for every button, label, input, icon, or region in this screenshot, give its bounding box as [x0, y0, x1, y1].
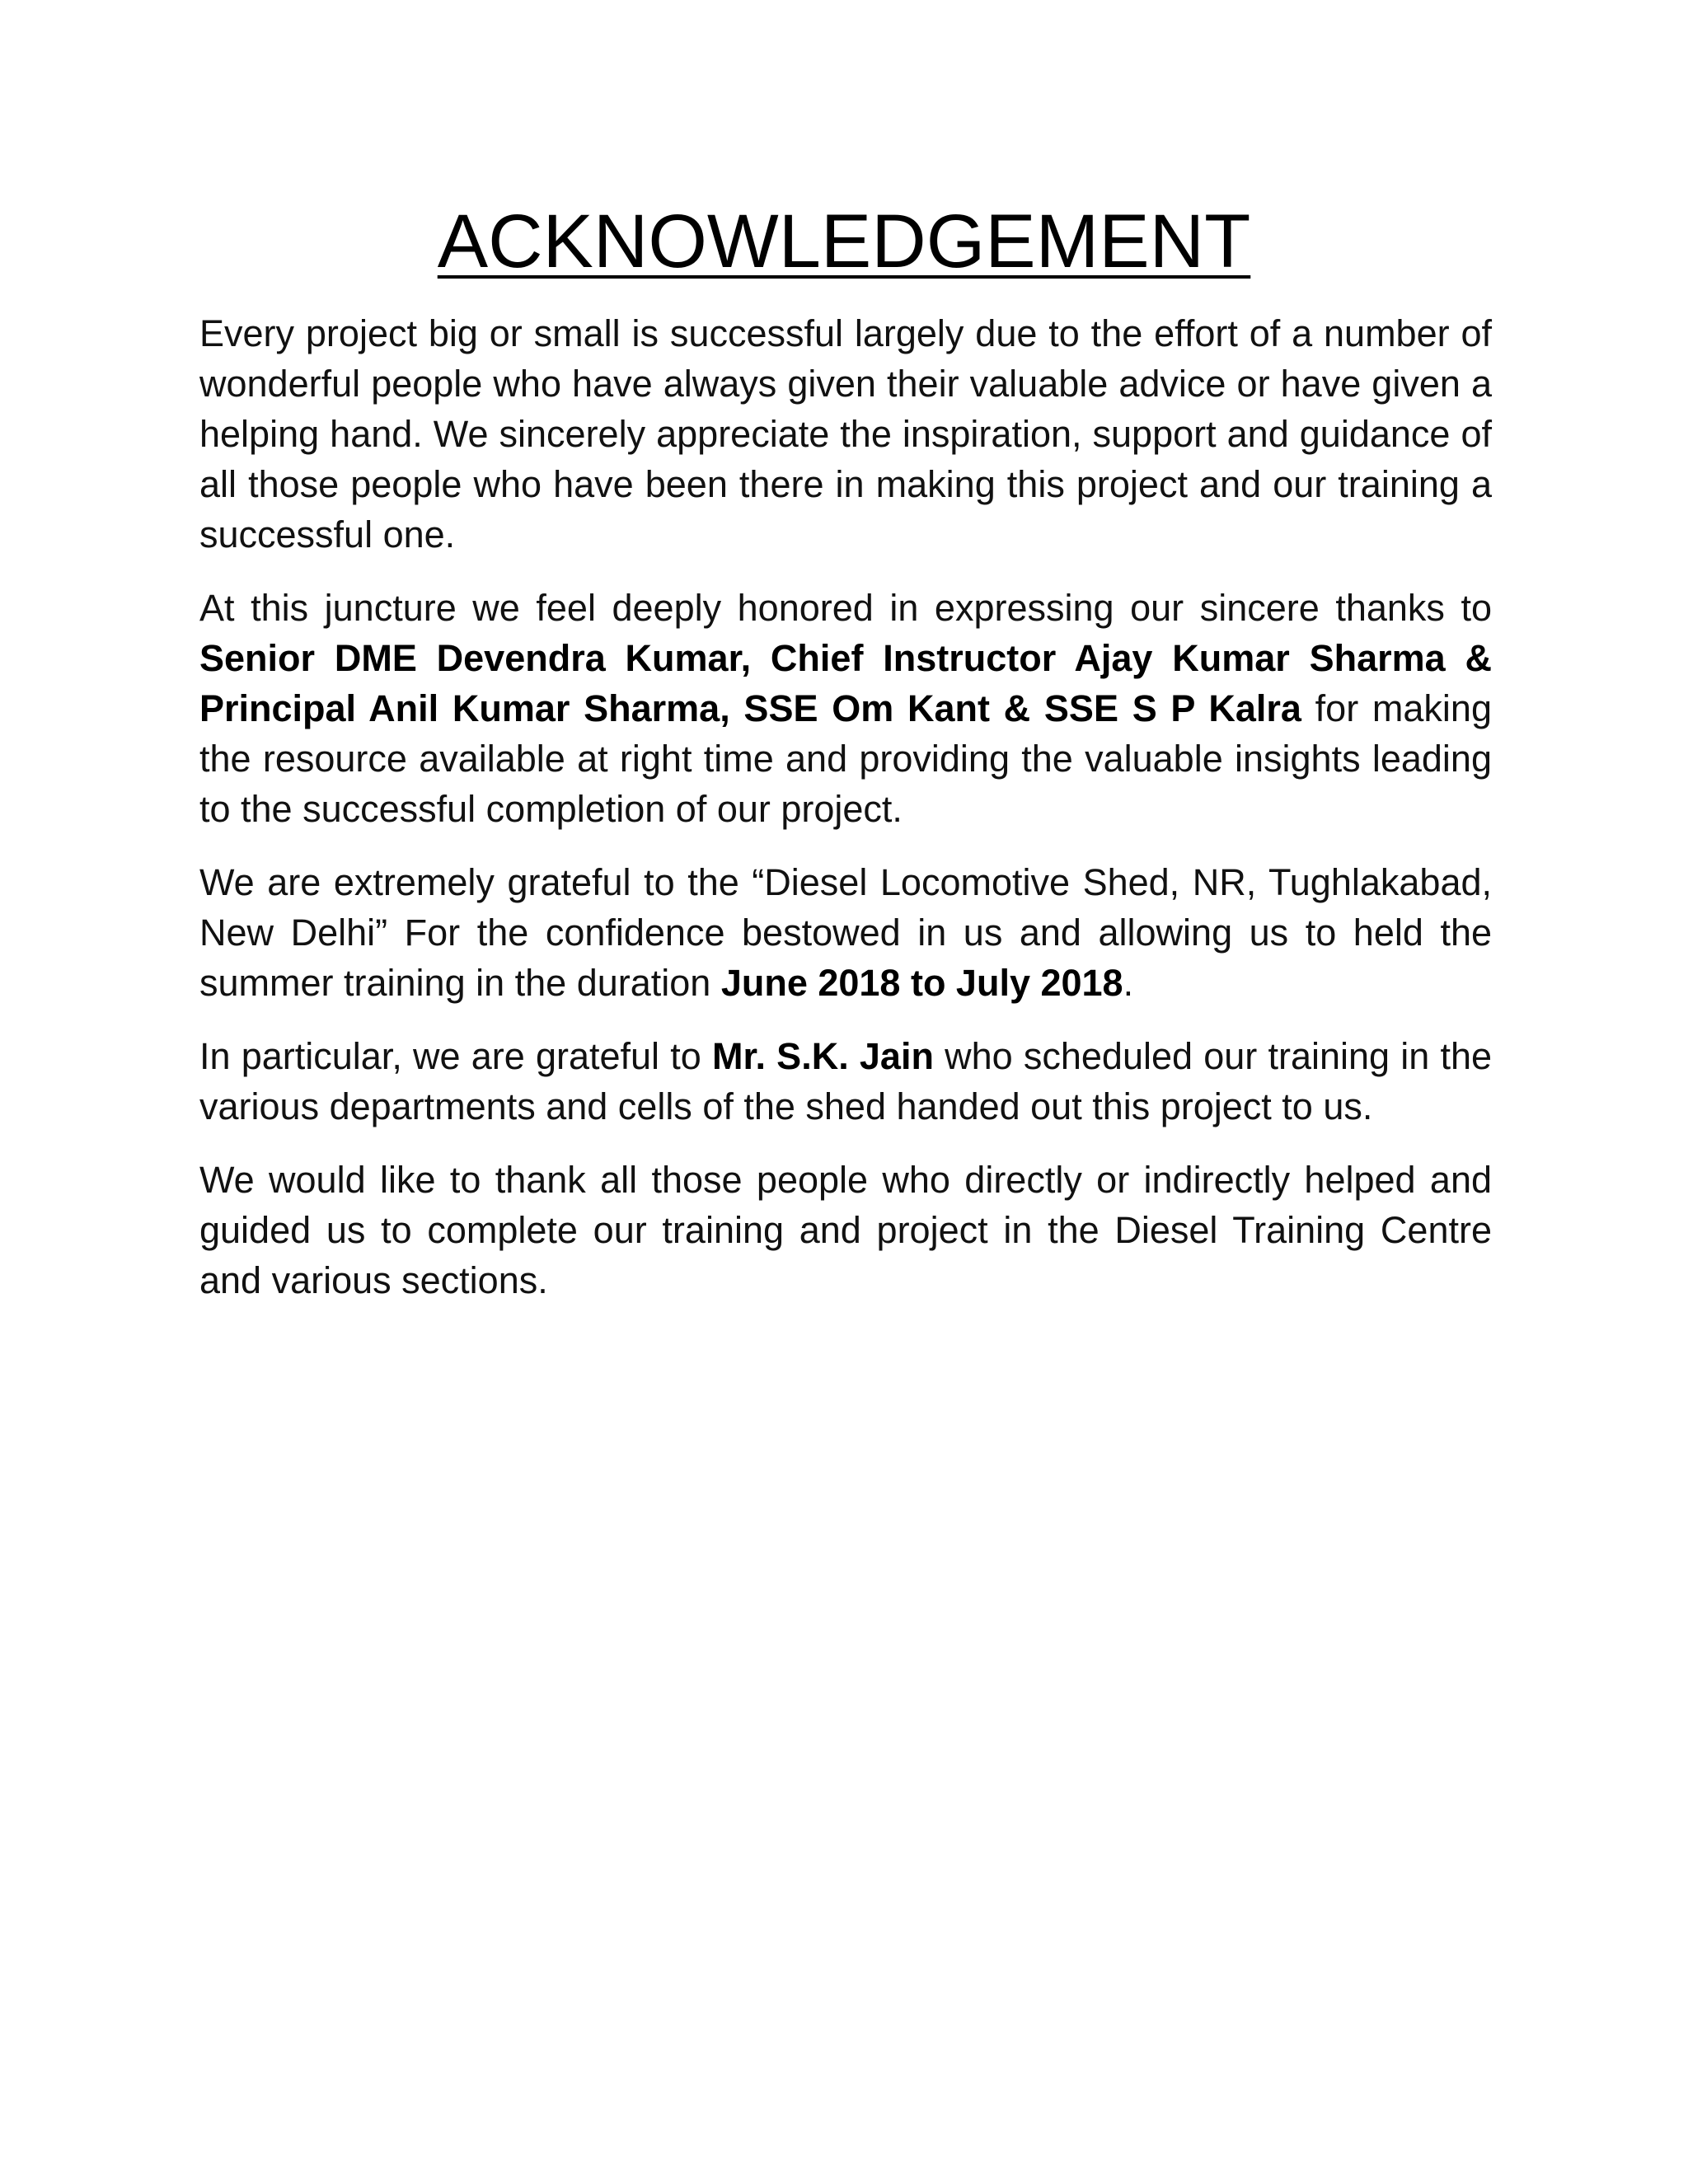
paragraph-particular-name: Mr. S.K. Jain [711, 1035, 934, 1077]
paragraph-grateful-shed-duration: June 2018 to July 2018 [720, 962, 1123, 1004]
paragraph-particular-start: In particular, we are grateful to [199, 1035, 712, 1077]
paragraph-particular-end: who scheduled our training in the various departments and cells of the shed handed out this project to us. [199, 1035, 1493, 1127]
paragraph-grateful-shed-start: We are extremely grateful to the “Diesel Locomotive Shed, NR, Tughlakabad, New Delhi” For the confidence bestowed in us and allowing us to held the summer training in the duration [199, 861, 1492, 1004]
paragraph-closing [199, 1155, 1492, 1305]
paragraph-thanks-start: At this juncture we feel deeply honored in expressing our sincere thanks to [199, 587, 1492, 629]
paragraph-intro-text: Every project big or small is successful largely due to the effort of a number of wonderful people who have always given their valuable advice or have given a helping hand. We sincerely appreciate the inspiration, support and guidance of all those people who have been there in making this project and our training a successful one. [199, 312, 1492, 555]
paragraph-particular [199, 1031, 1492, 1132]
document-body [199, 308, 1492, 1329]
paragraph-thanks-end: for making the resource available at right time and providing the valuable insights leading to the successful completion of our project. [199, 687, 1492, 830]
paragraph-intro [199, 308, 1492, 560]
page-title [0, 196, 1688, 287]
paragraph-grateful-shed-end: . [1123, 962, 1134, 1004]
paragraph-closing-text: We would like to thank all those people who directly or indirectly helped and guided us to complete our training and project in the Diesel Training Centre and various sections. [199, 1159, 1492, 1301]
paragraph-thanks-names: Senior DME Devendra Kumar, Chief Instructor Ajay Kumar Sharma & Principal Anil Kumar Sharma, SSE Om Kant & SSE S P Kalra [199, 637, 1492, 729]
paragraph-grateful-shed [199, 857, 1492, 1008]
page-title-text: ACKNOWLEDGEMENT [437, 199, 1251, 284]
paragraph-thanks [199, 583, 1492, 834]
